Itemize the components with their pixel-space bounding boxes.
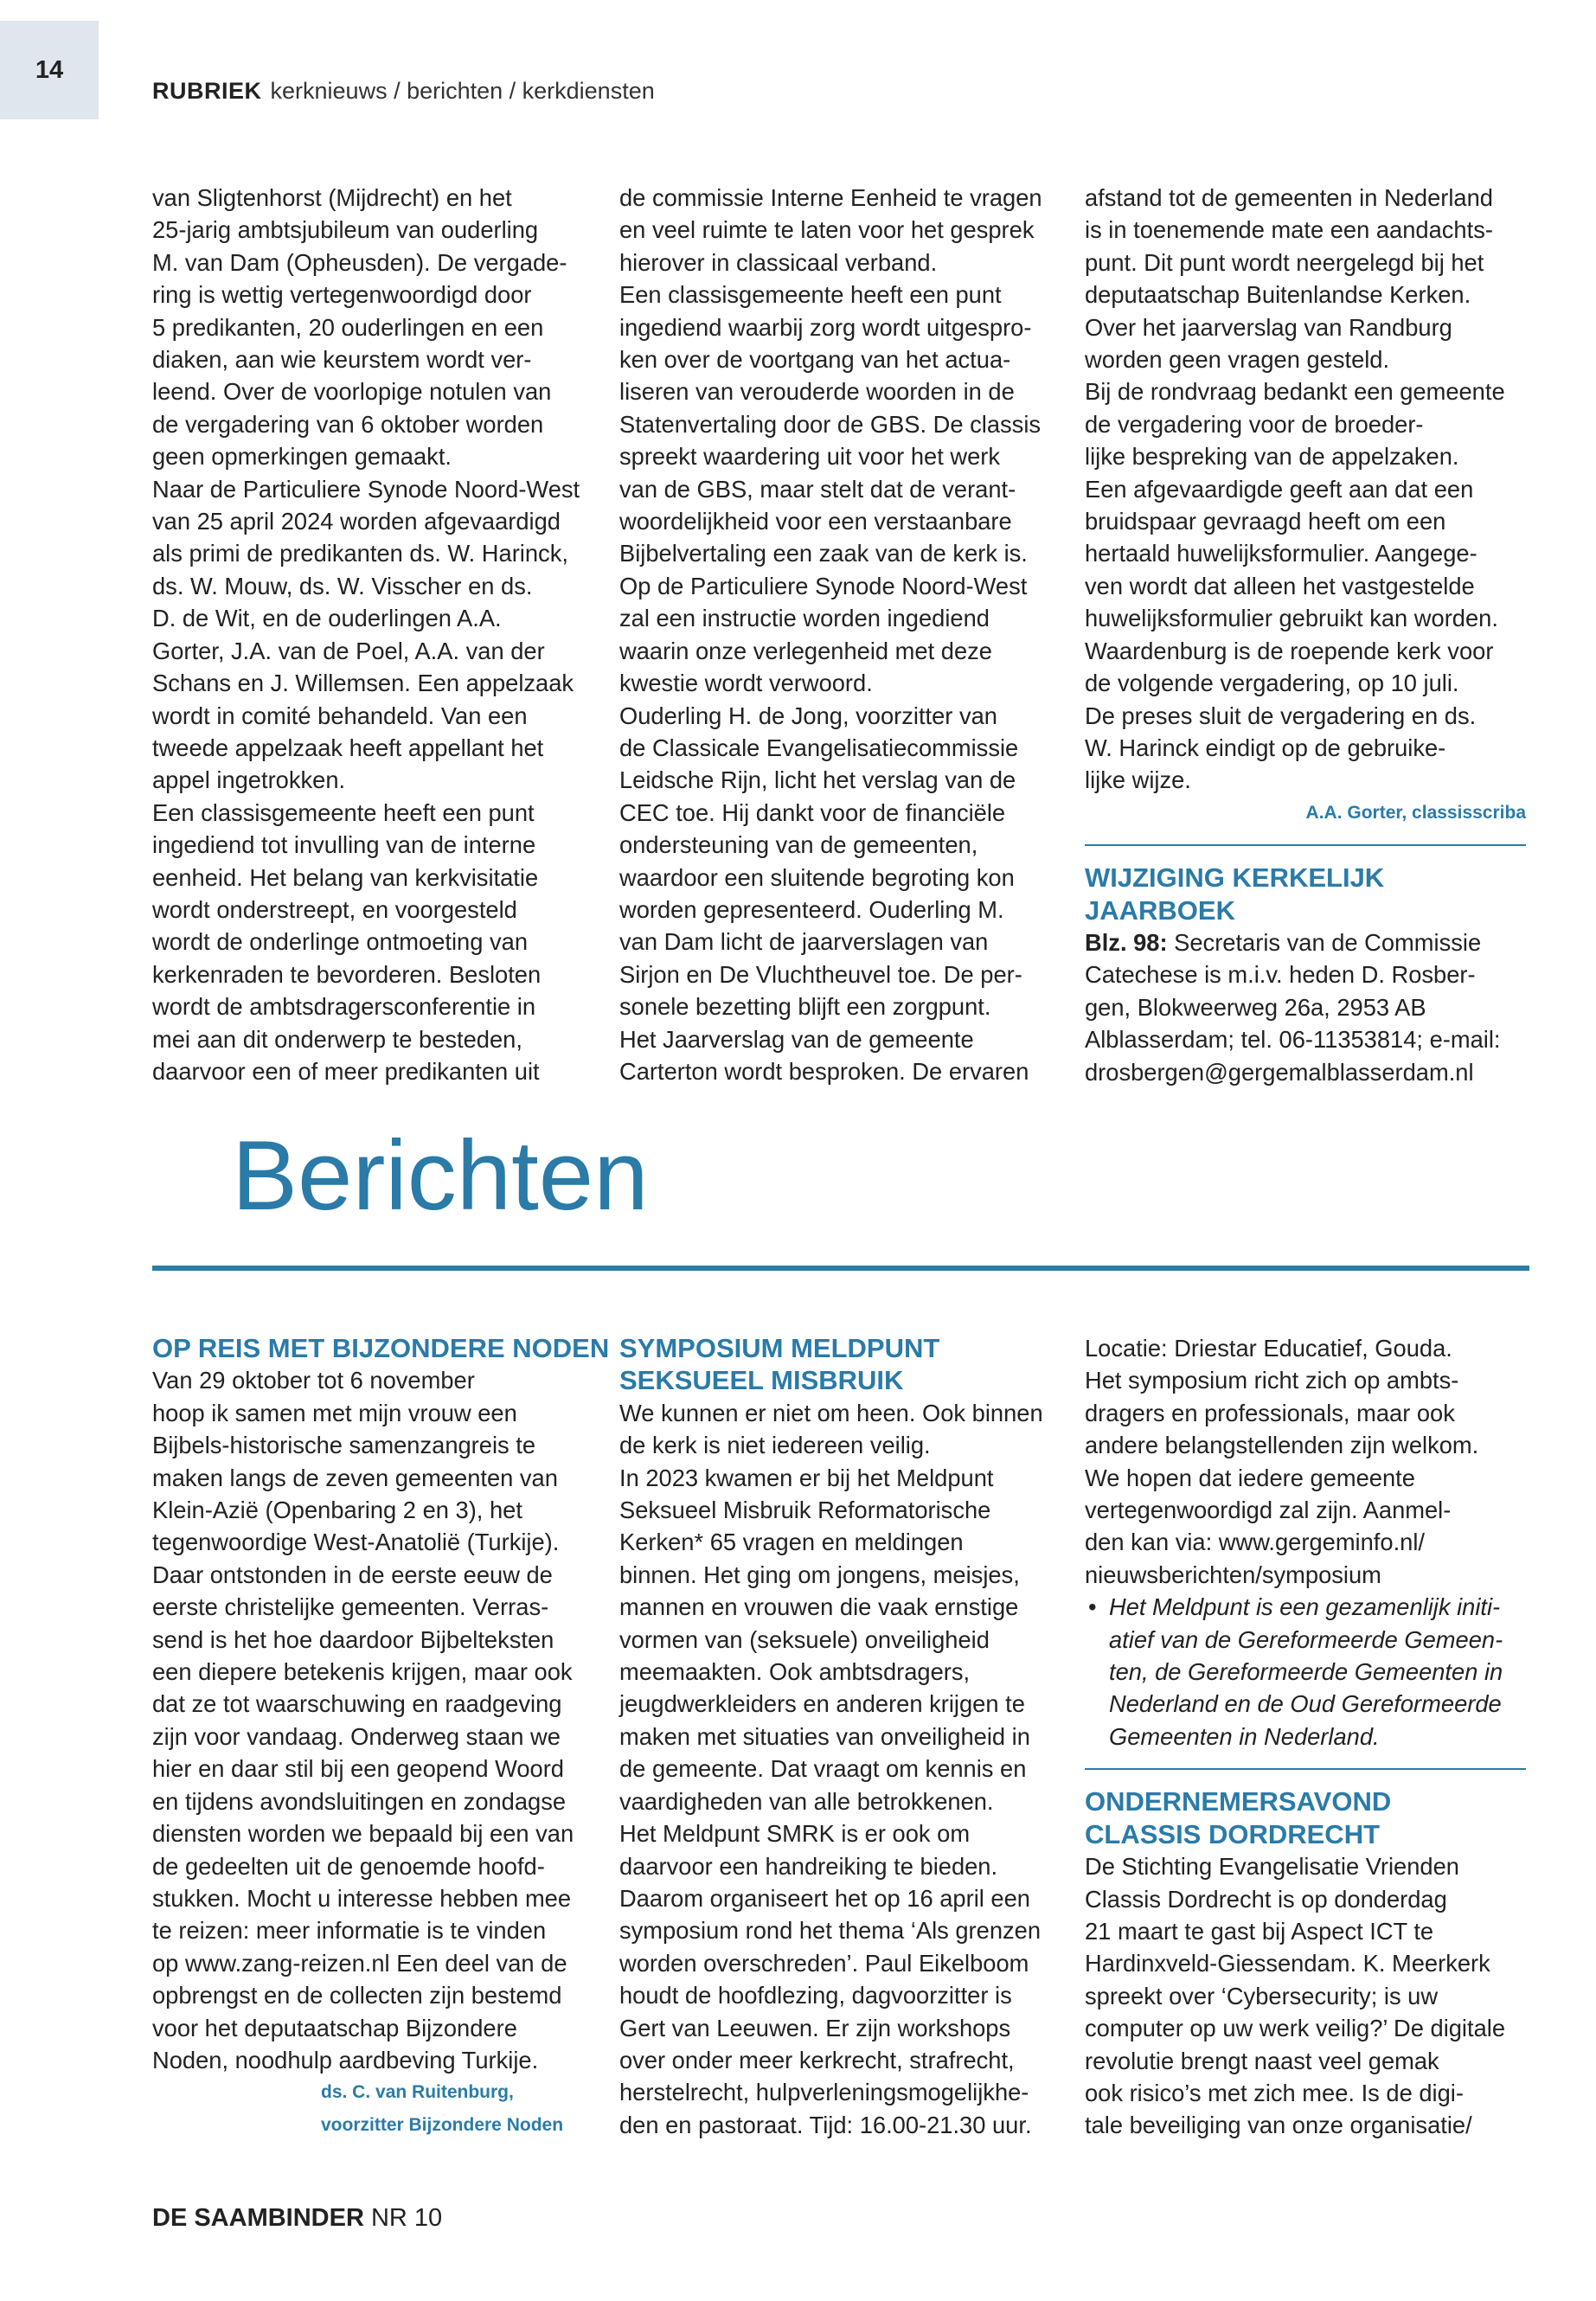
text-line: andere belangstellenden zijn welkom.	[1085, 1432, 1479, 1459]
text-line: voor het deputaatschap Bijzondere	[152, 2014, 517, 2041]
footer	[152, 2204, 442, 2233]
text-line: W. Harinck eindigt op de gebruike-	[1085, 734, 1446, 761]
text-line: jeugdwerkleiders en anderen krijgen te	[619, 1690, 1025, 1718]
text-line: op www.zang-reizen.nl Een deel van de	[152, 1949, 567, 1977]
text-line: Hardinxveld-Giessendam. K. Meerkerk	[1085, 1950, 1490, 1977]
text-line: vertegenwoordigd zal zijn. Aanmel-	[1085, 1497, 1452, 1524]
signature-classisscriba: A.A. Gorter, classisscriba	[1305, 802, 1526, 823]
text-line: herstelrecht, hulpverleningsmogelijkhe-	[619, 2079, 1029, 2106]
text-line: en tijdens avondsluitingen en zondagse	[152, 1787, 567, 1815]
jaarboek-first-line	[1085, 926, 1526, 958]
text-line: woordelijkheid voor een verstaanbare	[619, 508, 1012, 535]
text-line: M. van Dam (Opheusden). De vergade-	[152, 248, 567, 276]
text-line: hoop ik samen met mijn vrouw een	[152, 1399, 517, 1426]
issue-number: NR 10	[370, 2204, 443, 2232]
text-line: de volgende vergadering, op 10 juli.	[1085, 670, 1459, 697]
text-line: Over het jaarverslag van Randburg	[1085, 313, 1452, 341]
footnote-line	[1085, 1624, 1526, 1656]
text-line: Seksueel Misbruik Reformatorische	[619, 1497, 991, 1524]
text-line: 25-jarig ambtsjubileum van ouderling	[152, 216, 539, 244]
text-line: stukken. Mocht u interesse hebben mee	[152, 1884, 572, 1912]
article-column-1	[152, 182, 593, 1087]
text-line: tale beveiliging van onze organisatie/	[1085, 2112, 1472, 2139]
magazine-name: DE SAAMBINDER	[152, 2204, 364, 2232]
symposium-heading-line2: SEKSUEEL MISBRUIK	[619, 1365, 904, 1396]
text-line: kerkenraden te bevorderen. Besloten	[152, 960, 542, 988]
text-line: wordt de ambtsdragersconferentie in	[152, 993, 536, 1021]
text-line: hierover in classicaal verband.	[619, 248, 938, 276]
text-line: maken met situaties van onveiligheid in	[619, 1722, 1030, 1750]
text-line: ingediend tot invulling van de interne	[152, 831, 536, 859]
text-line: Carterton wordt besproken. De ervaren	[619, 1057, 1029, 1085]
jaarboek-first-line-text: Secretaris van de Commissie	[1167, 928, 1482, 956]
ondernemers-heading-line2: CLASSIS DORDRECHT	[1085, 1818, 1381, 1849]
text-line: opbrengst en de collecten zijn bestemd	[152, 1982, 562, 2009]
text-line: In 2023 kwamen er bij het Meldpunt	[619, 1464, 994, 1491]
text-line: wordt onderstreept, en voorgesteld	[152, 895, 517, 923]
text-line: Daarom organiseert het op 16 april een	[619, 1884, 1030, 1912]
text-line: ook risico’s met zich mee. Is de digi-	[1085, 2079, 1464, 2106]
text-line: drosbergen@gergemalblasserdam.nl	[1085, 1058, 1474, 1086]
footnote-text: ten, de Gereformeerde Gemeenten in	[1109, 1658, 1503, 1686]
text-line: Waardenburg is de roepende kerk voor	[1085, 637, 1494, 664]
text-line: de vergadering van 6 oktober worden	[152, 410, 544, 438]
text-line: Kerken* 65 vragen en meldingen	[619, 1529, 964, 1556]
page-number: 14	[0, 21, 99, 119]
text-line: huwelijksformulier gebruikt kan worden.	[1085, 605, 1498, 632]
text-line: dragers en professionals, maar ook	[1085, 1399, 1455, 1426]
text-line: van de GBS, maar stelt dat de verant-	[619, 475, 1016, 503]
text-line: eenheid. Het belang van kerkvisitatie	[152, 863, 539, 891]
symposium-heading-line1: SYMPOSIUM MELDPUNT	[619, 1333, 940, 1363]
text-line: van Dam licht de jaarverslagen van	[619, 928, 989, 956]
text-line: daarvoor een of meer predikanten uit	[152, 1057, 540, 1085]
text-line: deputaatschap Buitenlandse Kerken.	[1085, 281, 1471, 309]
text-line: mei aan dit onderwerp te besteden,	[152, 1025, 522, 1053]
text-line: lijke bespreking van de appelzaken.	[1085, 443, 1459, 471]
text-line: Ouderling H. de Jong, voorzitter van	[619, 702, 997, 729]
text-line: waarin onze verlegenheid met deze	[619, 637, 992, 664]
text-line: Locatie: Driestar Educatief, Gouda.	[1085, 1335, 1452, 1362]
jaarboek-bold-lead: Blz. 98:	[1085, 928, 1168, 956]
text-line: De preses sluit de vergadering en ds.	[1085, 702, 1477, 729]
text-line: De Stichting Evangelisatie Vrienden	[1085, 1853, 1459, 1881]
text-line: Een classisgemeente heeft een punt	[152, 798, 535, 826]
text-line: ring is wettig vertegenwoordigd door	[152, 281, 532, 309]
footnote-text: Nederland en de Oud Gereformeerde	[1109, 1690, 1502, 1718]
text-line: en veel ruimte te laten voor het gesprek	[619, 216, 1035, 244]
text-line: liseren van verouderde woorden in de	[619, 378, 1015, 406]
text-line: D. de Wit, en de ouderlingen A.A.	[152, 605, 502, 632]
footnote-text: Gemeenten in Nederland.	[1109, 1722, 1380, 1750]
footnote-text: atief van de Gereformeerde Gemeen-	[1109, 1625, 1503, 1653]
berichten-column-2	[619, 1332, 1061, 2141]
text-line: Noden, noodhulp aardbeving Turkije.	[152, 2046, 539, 2073]
text-line: send is het hoe daardoor Bijbelteksten	[152, 1625, 554, 1653]
ondernemers-heading-line1: ONDERNEMERSAVOND	[1085, 1786, 1392, 1817]
text-line: ds. W. Mouw, ds. W. Visscher en ds.	[152, 572, 533, 599]
text-line: den kan via: www.gergeminfo.nl/	[1085, 1529, 1425, 1556]
text-line: Gorter, J.A. van de Poel, A.A. van der	[152, 637, 545, 664]
divider	[1085, 1768, 1526, 1770]
text-line: revolutie brengt naast veel gemak	[1085, 2047, 1439, 2074]
footnote-line	[1085, 1591, 1526, 1623]
text-line: dat ze tot waarschuwing en raadgeving	[152, 1690, 562, 1718]
article-column-3	[1085, 182, 1526, 1088]
text-line: hier en daar stil bij een geopend Woord	[152, 1755, 564, 1783]
footnote-line	[1085, 1721, 1526, 1753]
text-line: Classis Dordrecht is op donderdag	[1085, 1885, 1447, 1913]
text-line: van Sligtenhorst (Mijdrecht) en het	[152, 184, 512, 211]
divider	[1085, 844, 1526, 846]
text-line: Een classisgemeente heeft een punt	[619, 281, 1002, 309]
text-line: bruidspaar gevraagd heeft om een	[1085, 508, 1446, 535]
text-line: van 25 april 2024 worden afgevaardigd	[152, 508, 561, 535]
footnote-line	[1085, 1656, 1526, 1688]
text-line: houdt de hoofdlezing, dagvoorzitter is	[619, 1982, 1012, 2009]
text-line: de commissie Interne Eenheid te vragen	[619, 184, 1042, 211]
text-line: Naar de Particuliere Synode Noord-West	[152, 475, 580, 503]
text-line: Schans en J. Willemsen. Een appelzaak	[152, 670, 574, 697]
article-column-2	[619, 182, 1061, 1087]
rubriek-header	[152, 78, 655, 105]
text-line: lijke wijze.	[1085, 766, 1191, 794]
rubriek-topics: kerknieuws / berichten / kerkdiensten	[270, 78, 655, 104]
text-line: We kunnen er niet om heen. Ook binnen	[619, 1399, 1043, 1426]
text-line: Het symposium richt zich op ambts-	[1085, 1367, 1459, 1394]
text-line: sonele bezetting blijft een zorgpunt.	[619, 993, 991, 1021]
berichten-column-1	[152, 1332, 610, 2141]
text-line: een diepere betekenis krijgen, maar ook	[152, 1658, 573, 1686]
text-line: afstand tot de gemeenten in Nederland	[1085, 184, 1493, 211]
text-line: waardoor een sluitende begroting kon	[619, 863, 1015, 891]
text-line: kwestie wordt verwoord.	[619, 670, 873, 697]
jaarboek-heading-line2: JAARBOEK	[1085, 894, 1235, 926]
text-line: Statenvertaling door de GBS. De classis	[619, 410, 1042, 438]
text-line: ondersteuning van de gemeenten,	[619, 831, 978, 859]
text-line: wordt de onderlinge ontmoeting van	[152, 928, 529, 956]
text-line: vaardigheden van alle betrokkenen.	[619, 1787, 994, 1815]
section-divider	[152, 1266, 1529, 1271]
text-line: punt. Dit punt wordt neergelegd bij het	[1085, 248, 1484, 276]
text-line: meemaakten. Ook ambtsdragers,	[619, 1658, 971, 1686]
text-line: als primi de predikanten ds. W. Harinck,	[152, 540, 568, 567]
reis-heading: OP REIS MET BIJZONDERE NODEN	[152, 1333, 610, 1363]
text-line: Een afgevaardigde geeft aan dat een	[1085, 475, 1474, 503]
text-line: wordt in comité behandeld. Van een	[152, 702, 528, 729]
reis-signature-line2: voorzitter Bijzondere Noden	[321, 2114, 564, 2135]
text-line: Gert van Leeuwen. Er zijn workshops	[619, 2014, 1011, 2041]
text-line: spreekt over ‘Cybersecurity; is uw	[1085, 1982, 1439, 2009]
text-line: diaken, aan wie keurstem wordt ver-	[152, 346, 532, 374]
text-line: zijn voor vandaag. Onderweg staan we	[152, 1722, 561, 1750]
text-line: hertaald huwelijksformulier. Aangege-	[1085, 540, 1477, 567]
jaarboek-heading-line1: WIJZIGING KERKELIJK	[1085, 862, 1385, 894]
text-line: zal een instructie worden ingediend	[619, 605, 990, 632]
text-line: de gedeelten uit de genoemde hoofd-	[152, 1852, 545, 1880]
text-line: vormen van (seksuele) onveiligheid	[619, 1625, 990, 1653]
text-line: ken over de voortgang van het actua-	[619, 346, 1011, 374]
text-line: geen opmerkingen gemaakt.	[152, 443, 452, 471]
rubriek-label: RUBRIEK	[152, 78, 262, 104]
text-line: Op de Particuliere Synode Noord-West	[619, 572, 1028, 599]
text-line: Het Jaarverslag van de gemeente	[619, 1025, 974, 1053]
text-line: Catechese is m.i.v. heden D. Rosber-	[1085, 961, 1476, 989]
text-line: Bijbels-historische samenzangreis te	[152, 1432, 536, 1459]
text-line: de kerk is niet iedereen veilig.	[619, 1432, 931, 1459]
text-line: worden overschreden’. Paul Eikelboom	[619, 1949, 1029, 1977]
text-line: de vergadering voor de broeder-	[1085, 410, 1424, 438]
reis-signature-line1: ds. C. van Ruitenburg,	[321, 2082, 514, 2103]
footnote-text: Het Meldpunt is een gezamenlijk initi-	[1109, 1593, 1501, 1621]
text-line: Bij de rondvraag bedankt een gemeente	[1085, 378, 1505, 406]
berichten-column-3	[1085, 1332, 1526, 2142]
text-line: Het Meldpunt SMRK is er ook om	[619, 1820, 971, 1848]
text-line: de Classicale Evangelisatiecommissie	[619, 734, 1019, 761]
text-line: de gemeente. Dat vraagt om kennis en	[619, 1755, 1027, 1783]
text-line: We hopen dat iedere gemeente	[1085, 1464, 1415, 1491]
text-line: gen, Blokweerweg 26a, 2953 AB	[1085, 993, 1426, 1021]
text-line: 21 maart te gast bij Aspect ICT te	[1085, 1917, 1434, 1945]
text-line: daarvoor een handreiking te bieden.	[619, 1852, 998, 1880]
text-line: eerste christelijke gemeenten. Verras-	[152, 1593, 549, 1621]
footnote-line	[1085, 1688, 1526, 1720]
text-line: leend. Over de voorlopige notulen van	[152, 378, 552, 406]
text-line: spreekt waardering uit voor het werk	[619, 443, 1000, 471]
text-line: ingediend waarbij zorg wordt uitgespro-	[619, 313, 1032, 341]
text-line: den en pastoraat. Tijd: 16.00-21.30 uur.	[619, 2111, 1032, 2138]
text-line: worden geen vragen gesteld.	[1085, 346, 1390, 374]
text-line: Leidsche Rijn, licht het verslag van de	[619, 766, 1016, 794]
text-line: worden gepresenteerd. Ouderling M.	[619, 895, 1004, 923]
text-line: maken langs de zeven gemeenten van	[152, 1464, 558, 1491]
text-line: symposium rond het thema ‘Als grenzen	[619, 1917, 1042, 1945]
text-line: tweede appelzaak heeft appellant het	[152, 734, 544, 761]
text-line: Sirjon en De Vluchtheuvel toe. De per-	[619, 960, 1022, 988]
text-line: computer op uw werk veilig?’ De digitale	[1085, 2015, 1506, 2042]
text-line: Daar ontstonden in de eerste eeuw de	[152, 1561, 553, 1588]
text-line: mannen en vrouwen die vaak ernstige	[619, 1593, 1019, 1621]
text-line: Alblasserdam; tel. 06-11353814; e-mail:	[1085, 1026, 1501, 1054]
text-line: tegenwoordige West-Anatolië (Turkije).	[152, 1529, 560, 1556]
section-title: Berichten	[232, 1121, 649, 1231]
text-line: nieuwsberichten/symposium	[1085, 1561, 1381, 1588]
text-line: appel ingetrokken.	[152, 766, 346, 794]
text-line: CEC toe. Hij dankt voor de financiële	[619, 798, 1006, 826]
text-line: over onder meer kerkrecht, strafrecht,	[619, 2046, 1015, 2073]
text-line: 5 predikanten, 20 ouderlingen en een	[152, 313, 544, 341]
text-line: is in toenemende mate een aandachts-	[1085, 216, 1493, 244]
text-line: te reizen: meer informatie is te vinden	[152, 1917, 547, 1945]
text-line: binnen. Het ging om jongens, meisjes,	[619, 1561, 1020, 1588]
text-line: Van 29 oktober tot 6 november	[152, 1367, 475, 1394]
text-line: ven wordt dat alleen het vastgestelde	[1085, 572, 1475, 599]
bullet-icon: •	[1088, 1593, 1097, 1621]
text-line: Bijbelvertaling een zaak van de kerk is.	[619, 540, 1028, 567]
text-line: Klein-Azië (Openbaring 2 en 3), het	[152, 1497, 522, 1524]
text-line: diensten worden we bepaald bij een van	[152, 1820, 574, 1848]
